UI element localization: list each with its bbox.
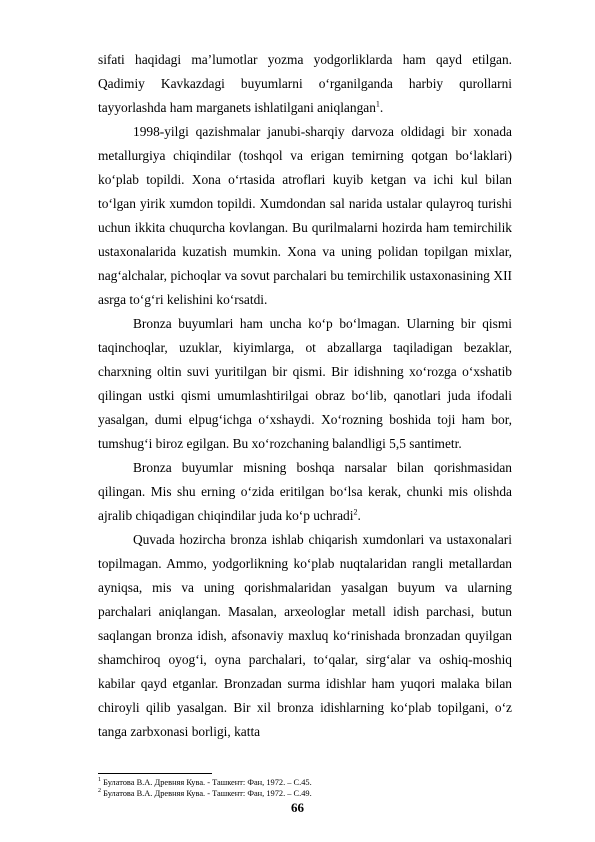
paragraph-text: sifati haqidagi ma’lumotlar yozma yodgorliklarda ham qayd etilgan. Qadimiy Kavkazdagi buyumlarni o‘rganilganda harbiy qurollarni tayyorlashda ham marganets ishlatilgani aniqlangan bbox=[98, 52, 512, 115]
page-number: 66 bbox=[291, 800, 304, 815]
paragraph-1 bbox=[98, 48, 512, 120]
footnote-ref-1[interactable]: 1 bbox=[375, 99, 380, 109]
footnote-text: Булатова В.А. Древняя Кува. - Ташкент: Фан, 1972. – С.45. bbox=[101, 778, 312, 787]
paragraph-tail: . bbox=[357, 508, 361, 523]
paragraph-text: Bronza buyumlar misning boshqa narsalar bilan qorishmasidan qilingan. Mis shu erning o‘zida eritilgan bo‘lsa kerak, chunki mis olishda ajralib chiqadigan chiqindilar juda ko‘p uchradi bbox=[98, 460, 512, 523]
footnote-1 bbox=[98, 777, 512, 788]
footnote-text: Булатова В.А. Древняя Кува. - Ташкент: Фан, 1972. – С.49. bbox=[101, 789, 312, 798]
footnote-2 bbox=[98, 788, 512, 799]
body-text bbox=[98, 48, 512, 744]
footnote-separator bbox=[98, 773, 212, 774]
paragraph-tail: . bbox=[379, 100, 384, 115]
footnotes bbox=[98, 777, 512, 799]
footnote-ref-2[interactable]: 2 bbox=[353, 507, 358, 517]
paragraph-2: 1998-yilgi qazishmalar janubi-sharqiy darvoza oldidagi bir xonada metallurgiya chiqindilar (toshqol va erigan temirning qotgan bo‘laklari) ko‘plab topildi. Xona o‘rtasida atroflari kuyib ketgan va ichi kul bilan to‘lgan yirik xumdon topildi. Xumdondan sal narida ustalar qulayroq turishi uchun ikkita chuqurcha kovlangan. Bu qurilmalarni hozirda ham temirchilik ustaxonalarida kuzatish mumkin. Xona va uning polidan topilgan mixlar, nag‘alchalar, pichoqlar va sovut parchalari bu temirchilik ustaxonasining XII asrga to‘g‘ri kelishini ko‘rsatdi. bbox=[98, 124, 512, 307]
footnote-number: 1 bbox=[98, 777, 101, 784]
paragraph-4 bbox=[98, 456, 512, 528]
paragraph-3: Bronza buyumlari ham uncha ko‘p bo‘lmagan. Ularning bir qismi taqinchoqlar, uzuklar, kiyimlarga, ot abzallarga taqiladigan bezaklar, charxning oltin suvi yuritilgan bir qismi. Bir idishning xo‘rozga o‘xshatib qilingan ustki qismi umumlashtirilgai obraz bo‘lib, qanotlari juda ifodali yasalgan, dumi elpug‘ichga o‘xshaydi. Xo‘rozning boshida toji ham bor, tumshug‘i biroz egilgan. Bu xo‘rozchaning balandligi 5,5 santimetr. bbox=[98, 316, 512, 451]
paragraph-5: Quvada hozircha bronza ishlab chiqarish xumdonlari va ustaxonalari topilmagan. Ammo, yodgorlikning ko‘plab nuqtalaridan rangli metallardan ayniqsa, mis va uning qorishmalaridan yasalgan buyum va ularning parchalari aniqlangan. Masalan, arxeologlar metall idish parchasi, butun saqlangan bronza idish, afsonaviy maxluq ko‘rinishada bronzadan quyilgan shamchiroq oyog‘i, oyna parchalari, to‘qalar, sirg‘alar va oshiq-moshiq kabilar qayd etganlar. Bronzadan surma idishlar ham yuqori malaka bilan chiroyli qilib yasalgan. Bir xil bronza idishlarning ko‘plab topilgani, o‘z tanga zarbxonasi borligi, katta bbox=[98, 532, 512, 739]
footnote-number: 2 bbox=[98, 788, 101, 795]
